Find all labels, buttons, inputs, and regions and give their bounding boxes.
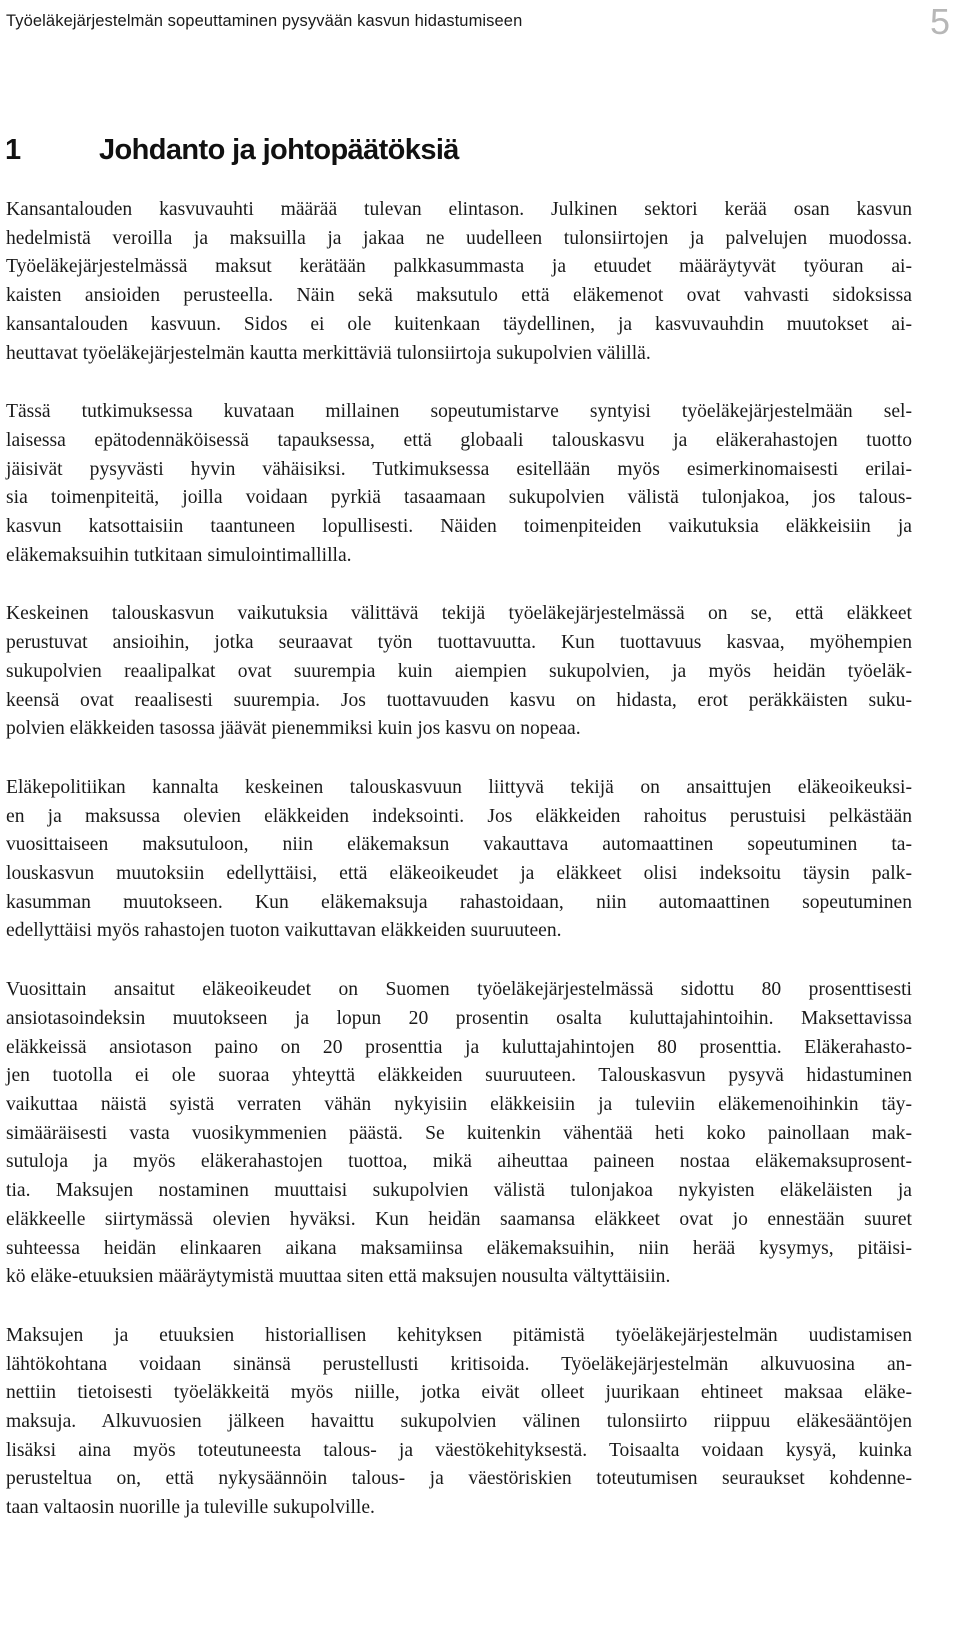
text-line: sia toimenpiteitä, joilla voidaan pyrkiä tasaamaan sukupolvien välistä tulonjakoa, jos talous-	[6, 487, 912, 509]
text-line: laisessa epätodennäköisessä tapauksessa, että globaali talouskasvu ja eläkerahastojen tuotto	[6, 429, 912, 451]
chapter-number: 1	[5, 134, 21, 166]
text-line: sutuloja ja myös eläkerahastojen tuottoa, mikä aiheuttaa paineen nostaa eläkemaksuprosent-	[6, 1151, 912, 1173]
text-line: lisäksi aina myös toteutuneesta talous- ja väestökehityksestä. Toisaalta voidaan kysyä, kuinka	[6, 1439, 912, 1461]
text-line: heuttavat työeläkejärjestelmän kautta merkittäviä tulonsiirtoja sukupolvien välillä.	[6, 342, 651, 364]
text-line: Eläkepolitiikan kannalta keskeinen talouskasvuun liittyvä tekijä on ansaittujen eläkeoikeuksi-	[6, 776, 912, 798]
text-line: jen tuotolla ei ole suoraa yhteyttä eläkkeiden suuruuteen. Talouskasvun pysyvä hidastuminen	[6, 1065, 912, 1087]
text-line: kasumman muutokseen. Kun eläkemaksuja rahastoidaan, niin automaattinen sopeutuminen	[6, 891, 912, 913]
chapter-heading	[5, 134, 459, 167]
text-line: lähtökohtana voidaan sinänsä perustellusti kritisoida. Työeläkejärjestelmän alkuvuosina an-	[6, 1353, 912, 1375]
paragraph	[6, 976, 912, 1292]
page-number: 5	[929, 1, 950, 42]
text-line: simääräisesti vasta vuosikymmenien päästä. Se kuitenkin vähentää heti koko painollaan mak-	[6, 1122, 912, 1144]
paragraph	[6, 600, 912, 744]
text-line: kaisten ansioiden perusteella. Näin sekä maksutulo että eläkemenot ovat vahvasti sidoksissa	[6, 285, 912, 307]
text-line: edellyttäisi myös rahastojen tuoton vaikuttavan eläkkeiden suuruuteen.	[6, 920, 562, 942]
text-line: kasvun katsottaisiin taantuneen lopullisesti. Näiden toimenpiteiden vaikutuksia eläkkeisiin ja	[6, 516, 912, 538]
text-line: ansiotasoindeksin muutokseen ja lopun 20 prosentin osalta kuluttajahintoihin. Maksettavissa	[6, 1007, 912, 1029]
text-line: maksuja. Alkuvuosien jälkeen havaittu sukupolvien välinen tulonsiirto riippuu eläkesääntöjen	[6, 1411, 912, 1433]
text-line: vuosittaiseen maksutuloon, niin eläkemaksun vakauttava automaattinen sopeutuminen ta-	[6, 834, 912, 856]
text-line: Työeläkejärjestelmässä maksut kerätään palkkasummasta ja etuudet määräytyvät työuran ai-	[6, 256, 912, 278]
text-line: sukupolvien reaalipalkat ovat suurempia kuin aiempien sukupolvien, ja myös heidän työeläk-	[6, 660, 912, 682]
text-line: louskasvun muutoksiin edellyttäisi, että eläkeoikeudet ja eläkkeet olisi indeksoitu täysin palk-	[6, 863, 912, 885]
text-line: keensä ovat reaalisesti suurempia. Jos tuottavuuden kasvu on hidasta, erot peräkkäisten suku-	[6, 689, 912, 711]
text-line: Vuosittain ansaitut eläkeoikeudet on Suomen työeläkejärjestelmässä sidottu 80 prosenttisesti	[6, 979, 912, 1001]
text-line: nettiin tietoisesti työeläkkeitä myös niille, jotka eivät olleet juurikaan ehtineet maksaa eläke-	[6, 1382, 912, 1404]
paragraph	[6, 398, 912, 570]
text-line: taan valtaosin nuorille ja tuleville sukupolville.	[6, 1497, 375, 1519]
chapter-title: Johdanto ja johtopäätöksiä	[99, 134, 459, 166]
text-line: kö eläke-etuuksien määräytymistä muuttaa siten että maksujen nousulta vältyttäisiin.	[6, 1266, 671, 1288]
paragraph	[6, 196, 912, 368]
text-line: Maksujen ja etuuksien historiallisen kehityksen pitämistä työeläkejärjestelmän uudistamisen	[6, 1324, 912, 1346]
text-line: jäisivät pysyvästi hyvin vähäisiksi. Tutkimuksessa esitellään myös esimerkinomaisesti erilai-	[6, 458, 912, 480]
text-line: suhteessa heidän elinkaaren aikana maksamiinsa eläkemaksuihin, niin herää kysymys, pitäisi-	[6, 1237, 912, 1259]
text-line: Kansantalouden kasvuvauhti määrää tulevan elintason. Julkinen sektori kerää osan kasvun	[6, 199, 912, 220]
text-line: vaikuttaa näistä syistä verraten vähän nykyisiin eläkkeisiin ja tuleviin eläkemenoihinkin täy-	[6, 1093, 912, 1115]
text-line: hedelmistä veroilla ja maksuilla ja jakaa ne uudelleen tulonsiirtojen ja palvelujen muodossa.	[6, 227, 912, 249]
text-line: kansantalouden kasvuun. Sidos ei ole kuitenkaan täydellinen, ja kasvuvauhdin muutokset ai-	[6, 313, 912, 335]
text-line: tia. Maksujen nostaminen muuttaisi sukupolvien välistä tulonjakoa nykyisten eläkeläisten ja	[6, 1180, 912, 1202]
paragraph	[6, 1322, 912, 1523]
running-title: Työeläkejärjestelmän sopeuttaminen pysyvään kasvun hidastumiseen	[6, 12, 523, 30]
text-line: eläkkeelle siirtymässä olevien hyväksi. Kun heidän saamansa eläkkeet ovat jo ennestään suuret	[6, 1208, 912, 1230]
text-line: eläkemaksuihin tutkitaan simulointimallilla.	[6, 544, 352, 566]
text-line: polvien eläkkeiden tasossa jäävät pienemmiksi kuin jos kasvu on nopeaa.	[6, 718, 581, 740]
body-text	[6, 196, 912, 1553]
text-line: en ja maksussa olevien eläkkeiden indeksointi. Jos eläkkeiden rahoitus perustuisi pelkästään	[6, 805, 912, 827]
text-line: perusteltua on, että nykysäännöin talous- ja väestöriskien toteutumisen seuraukset kohdenne-	[6, 1468, 912, 1490]
text-line: Tässä tutkimuksessa kuvataan millainen sopeutumistarve syntyisi työeläkejärjestelmään sel-	[6, 401, 912, 423]
paragraph	[6, 774, 912, 946]
text-line: Keskeinen talouskasvun vaikutuksia välittävä tekijä työeläkejärjestelmässä on se, että eläkkeet	[6, 603, 912, 625]
text-line: perustuvat ansioihin, jotka seuraavat työn tuottavuutta. Kun tuottavuus kasvaa, myöhempien	[6, 632, 912, 654]
text-line: eläkkeissä ansiotason paino on 20 prosenttia ja kuluttajahintojen 80 prosenttia. Eläkerahasto-	[6, 1036, 912, 1058]
running-header	[6, 1, 950, 42]
